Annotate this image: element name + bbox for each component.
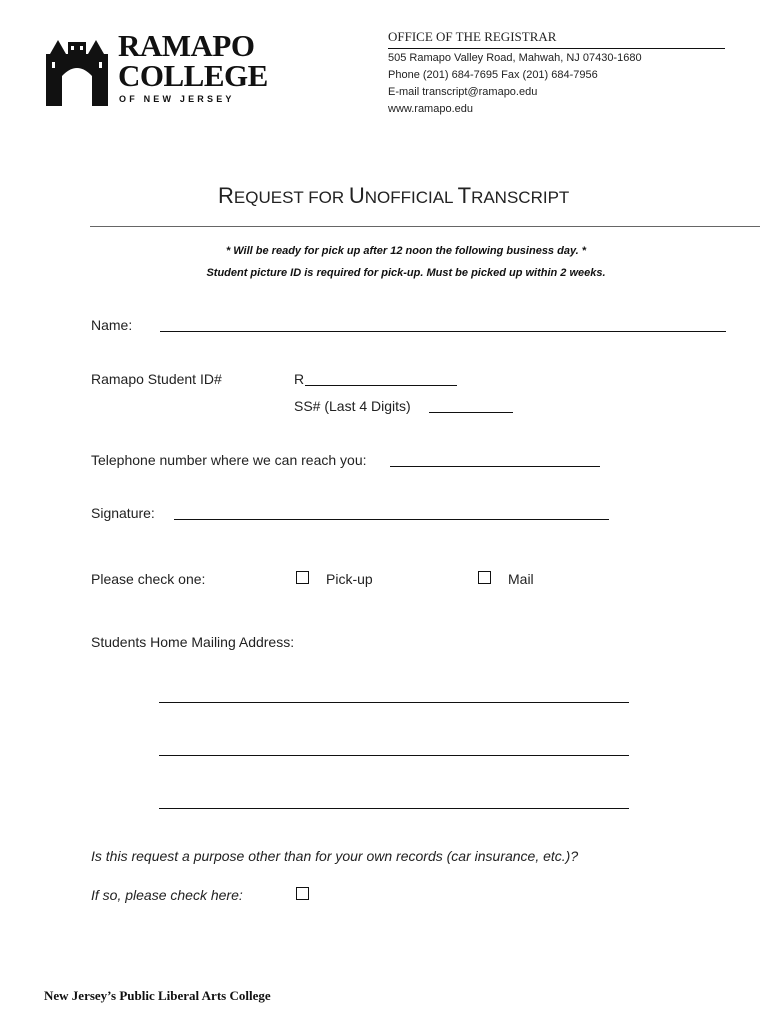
arch-gate-icon bbox=[44, 34, 110, 106]
title-rest-u: NOFFICIAL bbox=[364, 188, 458, 207]
office-address: 505 Ramapo Valley Road, Mahwah, NJ 07430-1680 bbox=[388, 52, 642, 64]
name-field[interactable] bbox=[160, 331, 726, 332]
student-id-prefix: R bbox=[294, 371, 305, 387]
title-divider bbox=[90, 226, 760, 227]
purpose-question: Is this request a purpose other than for your own records (car insurance, etc.)? bbox=[91, 848, 579, 864]
purpose-checkbox[interactable] bbox=[296, 887, 309, 900]
ramapo-college-logo bbox=[44, 28, 268, 108]
id-note: Student picture ID is required for pick-up. Must be picked up within 2 weeks. bbox=[206, 267, 606, 279]
purpose-check-label: If so, please check here: bbox=[91, 887, 243, 903]
student-id-label: Ramapo Student ID# bbox=[91, 371, 222, 387]
office-phone: Phone (201) 684-7695 Fax (201) 684-7956 bbox=[388, 69, 598, 81]
name-label: Name: bbox=[91, 317, 133, 333]
signature-label: Signature: bbox=[91, 505, 155, 521]
header-divider bbox=[388, 48, 725, 49]
title-cap-t: T bbox=[457, 183, 472, 208]
pickup-note: * Will be ready for pick up after 12 noon the following business day. * bbox=[225, 245, 587, 257]
telephone-field[interactable] bbox=[390, 466, 600, 467]
ssn-field[interactable] bbox=[429, 412, 513, 413]
logo-line-of-new-jersey: OF NEW JERSEY bbox=[119, 94, 235, 104]
office-title: OFFICE OF THE REGISTRAR bbox=[388, 29, 557, 44]
title-rest-t: RANSCRIPT bbox=[471, 188, 570, 207]
office-email: E-mail transcript@ramapo.edu bbox=[388, 86, 538, 98]
office-website: www.ramapo.edu bbox=[388, 103, 473, 115]
pickup-label: Pick-up bbox=[326, 571, 373, 587]
telephone-label: Telephone number where we can reach you: bbox=[91, 452, 367, 468]
title-rest-r: EQUEST FOR bbox=[233, 188, 349, 207]
logo-line-college: COLLEGE bbox=[118, 58, 268, 93]
ssn-label: SS# (Last 4 Digits) bbox=[294, 398, 411, 414]
title-cap-u: U bbox=[348, 183, 365, 208]
title-cap-r: R bbox=[218, 183, 234, 208]
mail-label: Mail bbox=[508, 571, 534, 587]
mail-checkbox[interactable] bbox=[478, 571, 491, 584]
check-one-label: Please check one: bbox=[91, 571, 206, 587]
logo-line-ramapo: RAMAPO bbox=[118, 28, 255, 63]
signature-field[interactable] bbox=[174, 519, 609, 520]
address-label: Students Home Mailing Address: bbox=[91, 634, 295, 650]
address-line-3[interactable] bbox=[159, 808, 629, 809]
address-line-1[interactable] bbox=[159, 702, 629, 703]
footer-tagline: New Jersey’s Public Liberal Arts College bbox=[44, 988, 271, 1003]
pickup-checkbox[interactable] bbox=[296, 571, 309, 584]
student-id-field[interactable] bbox=[305, 385, 457, 386]
address-line-2[interactable] bbox=[159, 755, 629, 756]
page-title bbox=[218, 183, 569, 209]
